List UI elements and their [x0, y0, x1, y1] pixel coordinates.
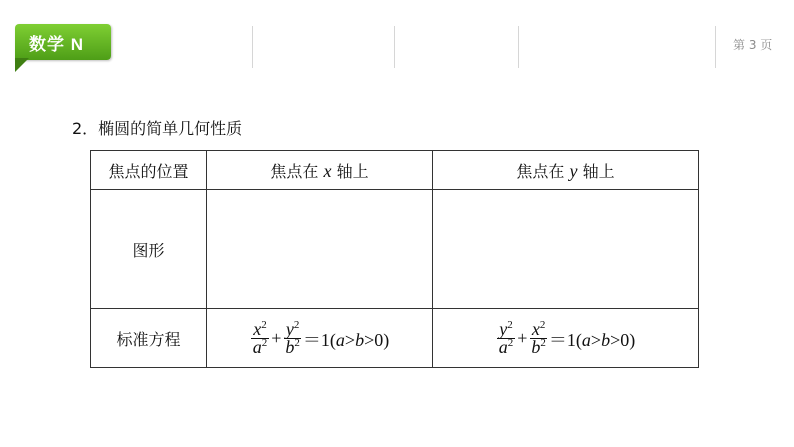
header-x-prefix: 焦点在: [270, 161, 319, 181]
header-divider: [394, 26, 395, 68]
page-number: 第 3 页: [733, 38, 773, 52]
table-equation-row: [91, 309, 699, 368]
header-y-axis: [433, 151, 699, 190]
equation-rhs: ＝1(a>b>0): [302, 329, 390, 350]
subject-label: 数学 N: [29, 35, 84, 54]
header-y-var: y: [569, 160, 578, 181]
fraction: $\frac{y^2}{b^2}$: [285, 319, 300, 357]
ellipse-properties-table: [90, 150, 699, 368]
header-x-suffix: 轴上: [336, 161, 369, 181]
equation-y-axis: [496, 321, 635, 356]
header-divider: [518, 26, 519, 68]
subject-tag: [15, 24, 111, 60]
header-focus-position: 焦点的位置: [91, 151, 207, 190]
fraction: $\frac{y^2}{a^2}$: [498, 319, 514, 357]
table-figure-row: [91, 190, 699, 309]
figure-label: 图形: [91, 190, 207, 309]
equation-x-axis-cell: [207, 309, 433, 368]
figure-y-axis-cell: [433, 190, 699, 309]
plus-sign: +: [517, 328, 528, 348]
header-y-prefix: 焦点在: [516, 161, 565, 181]
header-y-suffix: 轴上: [582, 161, 615, 181]
equation-label: 标准方程: [91, 309, 207, 368]
plus-sign: +: [271, 328, 282, 348]
header-divider: [252, 26, 253, 68]
equation-rhs: ＝1(a>b>0): [548, 329, 636, 350]
section-heading: 2．椭圆的简单几何性质: [72, 119, 243, 138]
header-x-var: x: [323, 160, 332, 181]
table-header-row: [91, 151, 699, 190]
fraction: $\frac{x^2}{a^2}$: [252, 319, 268, 357]
equation-y-axis-cell: [433, 309, 699, 368]
subject-tag-fold: [15, 58, 29, 72]
header-divider: [715, 26, 716, 68]
fraction: $\frac{x^2}{b^2}$: [531, 319, 546, 357]
figure-x-axis-cell: [207, 190, 433, 309]
equation-x-axis: [250, 321, 389, 356]
header-x-axis: [207, 151, 433, 190]
